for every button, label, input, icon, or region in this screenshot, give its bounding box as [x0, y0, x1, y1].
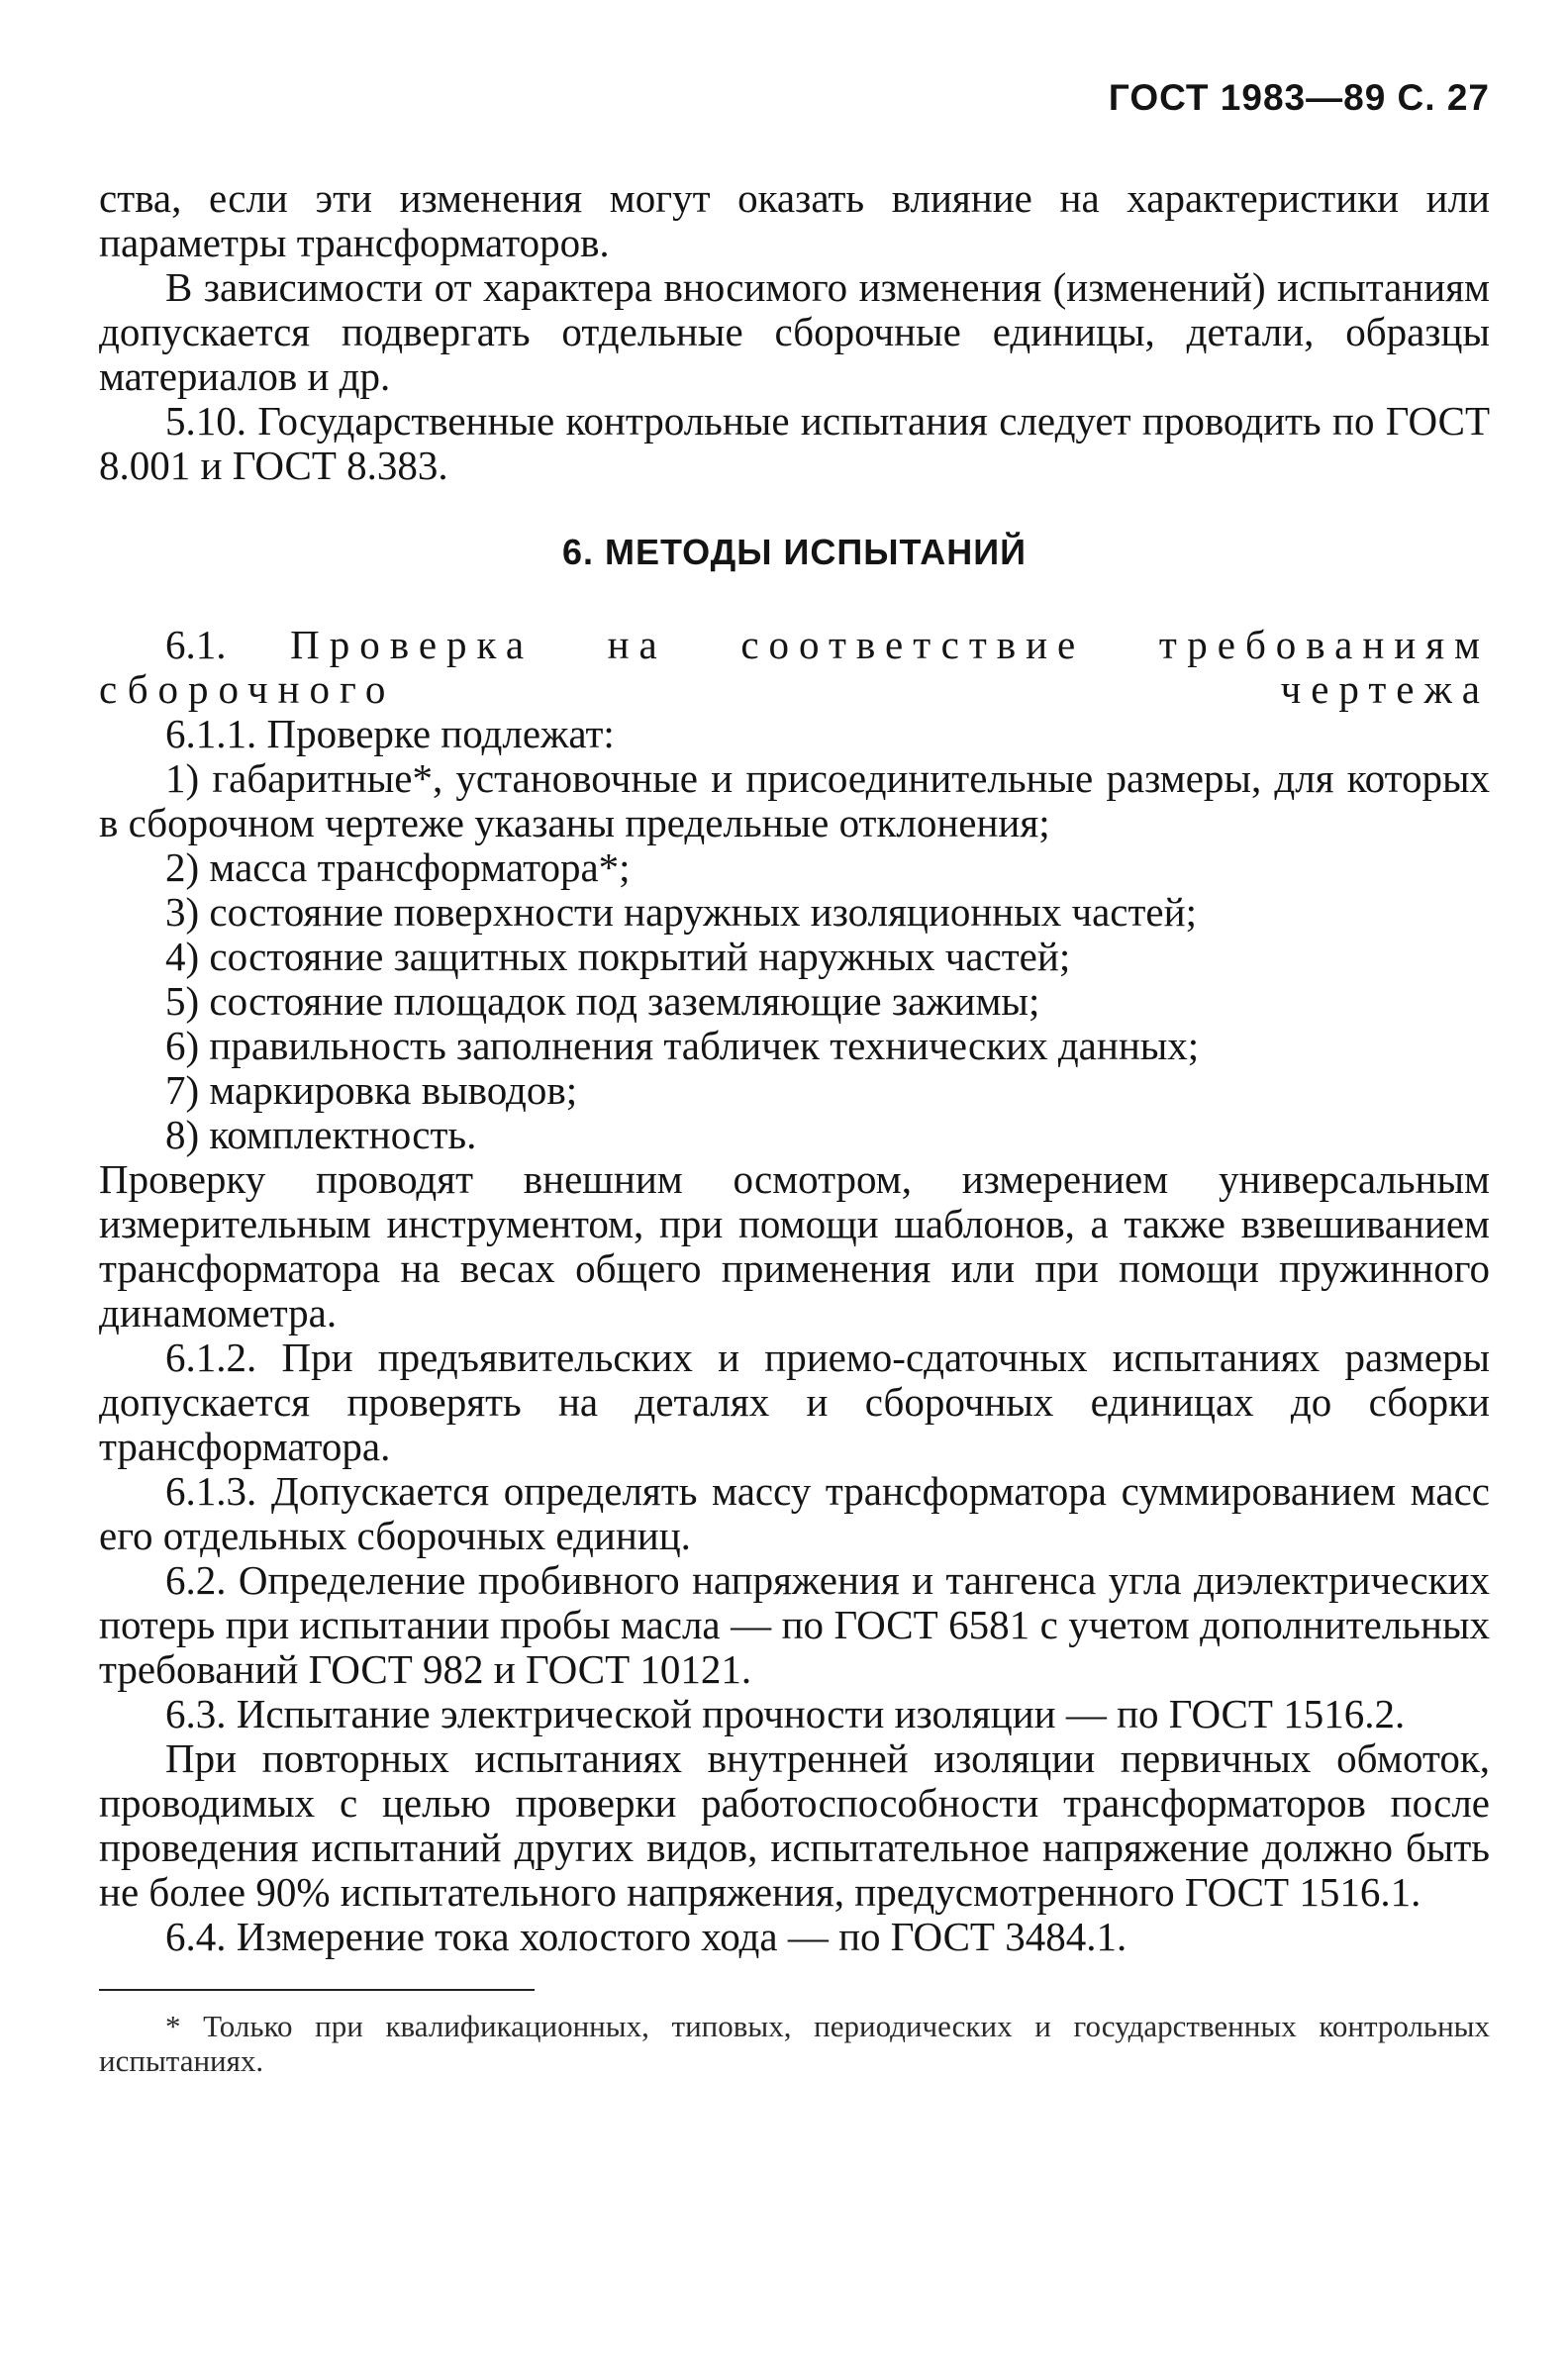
paragraph-6-3: 6.3. Испытание электрической прочности изоляции — по ГОСТ 1516.2.	[165, 1691, 1406, 1736]
subsection-number: 6.1.	[165, 622, 227, 667]
list-item: 4) состояние защитных покрытий наружных частей;	[165, 934, 1071, 979]
paragraph-check-method: Проверку проводят внешним осмотром, измерением универсальным измерительным инструментом, при помощи шаблонов, а также взвешиванием трансформатора на весах общего применения или при помощи пружинного динамометра.	[99, 1156, 1490, 1336]
subsection-6-1-heading	[99, 623, 1490, 712]
paragraph-6-1-2: 6.1.2. При предъявительских и приемо-сдаточных испытаниях размеры допускается проверять на деталях и сборочных единицах до сборки трансформатора.	[99, 1335, 1490, 1469]
paragraph-6-1-1: 6.1.1. Проверке подлежат:	[165, 711, 615, 756]
list-item: 7) маркировка выводов;	[165, 1067, 578, 1113]
list-item: 1) габаритные*, установочные и присоединительные размеры, для которых в сборочном чертеже указаны предельные отклонения;	[99, 755, 1490, 845]
subsection-title: Проверка на соответствие требованиям сборочного чертежа	[99, 622, 1491, 712]
footnote-divider	[99, 1989, 535, 1991]
paragraph-6-2: 6.2. Определение пробивного напряжения и тангенса угла диэлектрических потерь при испытании пробы масла — по ГОСТ 6581 с учетом дополнительных требований ГОСТ 982 и ГОСТ 10121.	[99, 1557, 1490, 1692]
document-body	[99, 176, 1490, 2078]
paragraph-6-4: 6.4. Измерение тока холостого хода — по ГОСТ 3484.1.	[165, 1914, 1127, 1959]
list-item: 6) правильность заполнения табличек технических данных;	[165, 1023, 1200, 1068]
page-header: ГОСТ 1983—89 С. 27	[1108, 77, 1490, 118]
list-item: 2) масса трансформатора*;	[165, 844, 631, 890]
paragraph-6-1-3: 6.1.3. Допускается определять массу трансформатора суммированием масс его отдельных сборочных единиц.	[99, 1468, 1490, 1558]
list-item: 8) комплектность.	[165, 1112, 477, 1157]
check-list	[99, 756, 1490, 1157]
paragraph-continuation: ства, если эти изменения могут оказать влияние на характеристики или параметры трансформаторов.	[99, 175, 1490, 265]
paragraph-changes: В зависимости от характера вносимого изменения (изменений) испытаниям допускается подвергать отдельные сборочные единицы, детали, образцы материалов и др.	[99, 264, 1490, 399]
list-item: 5) состояние площадок под заземляющие зажимы;	[165, 978, 1040, 1024]
paragraph-5-10: 5.10. Государственные контрольные испытания следует проводить по ГОСТ 8.001 и ГОСТ 8.383.	[99, 398, 1490, 488]
footnote: * Только при квалификационных, типовых, периодических и государственных контрольных испытаниях.	[99, 2009, 1490, 2078]
list-item: 3) состояние поверхности наружных изоляционных частей;	[165, 889, 1197, 935]
paragraph-repeat-tests: При повторных испытаниях внутренней изоляции первичных обмоток, проводимых с целью проверки работоспособности трансформаторов после проведения испытаний других видов, испытательное напряжение должно быть не более 90% испытательного напряжения, предусмотренного ГОСТ 1516.1.	[99, 1735, 1490, 1915]
section-title: 6. МЕТОДЫ ИСПЫТАНИЙ	[562, 532, 1027, 572]
